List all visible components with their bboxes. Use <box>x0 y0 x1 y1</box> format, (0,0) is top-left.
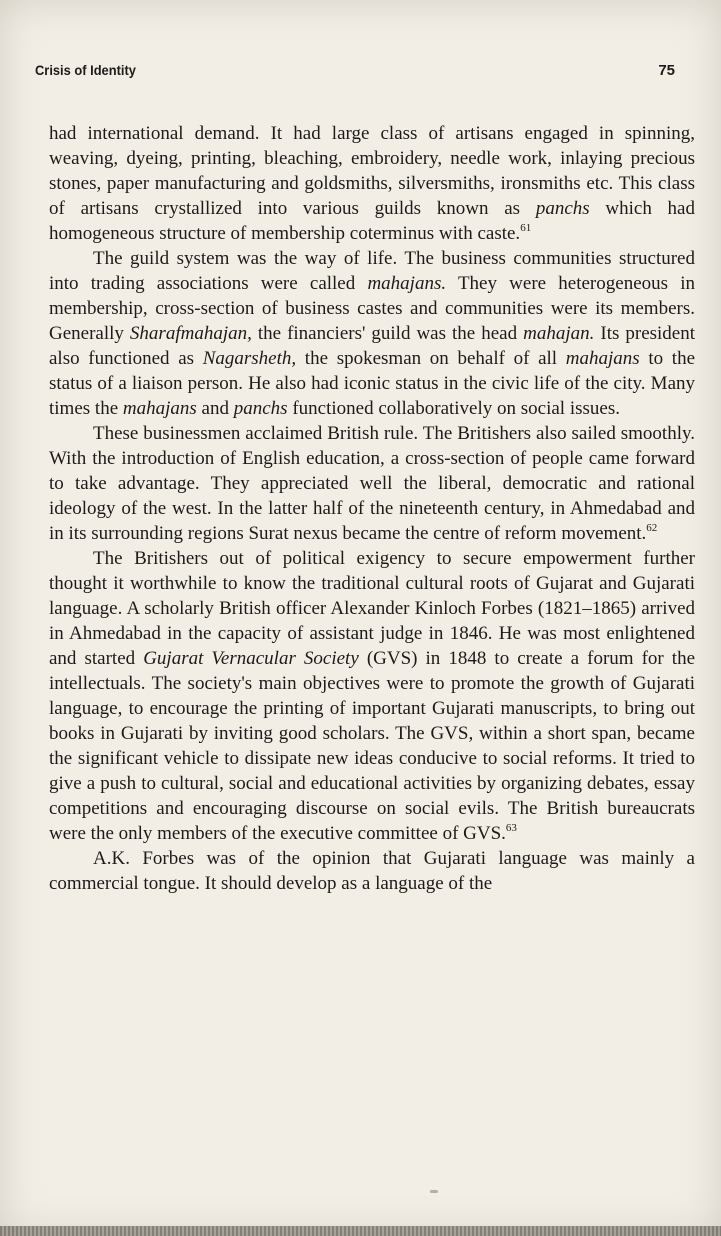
running-head <box>35 62 675 86</box>
text-run: These businessmen acclaimed British rule. The Britishers also sailed smoothly. With the introduction of English education, a cross-section of people came forward to take advantage. They appreciated well the liberal, democratic and rational ideology of the west. In the latter half of the nineteenth century, in Ahmedabad and in its surrounding regions Surat nexus became the centre of reform movement. <box>49 423 695 544</box>
text-run: A.K. Forbes was of the opinion that Gujarati language was mainly a commercial tongue. It should develop as a language of the <box>49 848 695 894</box>
italic-term: mahajans. <box>367 273 447 294</box>
paragraph <box>49 846 695 896</box>
italic-term: Gujarat Vernacular Society <box>143 648 359 669</box>
italic-term: panchs <box>535 198 590 219</box>
text-run: The Britishers out of political exigency to secure empowerment further thought it worthwhile to know the traditional cultural roots of Gujarat and Gujarati language. A scholarly British officer Alexander Kinloch Forbes (1821–1865) arrived in Ahmedabad in the capacity of assistant judge in 1846. He was most enlightened and started <box>49 548 695 669</box>
footnote-ref: 63 <box>505 822 517 834</box>
paragraph <box>49 246 695 421</box>
italic-term: panchs <box>233 398 288 419</box>
paragraph <box>49 546 695 846</box>
text-run: The guild system was the way of life. The business communities structured into trading associations were called <box>49 248 695 294</box>
body-text <box>49 121 695 896</box>
text-run: Its president also functioned as <box>49 323 696 369</box>
italic-term: mahajans <box>565 348 640 369</box>
italic-term: Nagarsheth, <box>202 348 297 369</box>
footnote-ref: 62 <box>646 522 658 534</box>
italic-term: mahajan. <box>523 323 595 344</box>
italic-term: mahajans <box>122 398 197 419</box>
text-run: which had homogeneous structure of membership coterminus with caste. <box>49 198 695 244</box>
running-head-title: Crisis of Identity <box>35 62 136 78</box>
paragraph <box>49 121 695 246</box>
page-number: 75 <box>658 62 675 79</box>
paragraph <box>49 421 695 546</box>
text-run: had international demand. It had large class of artisans engaged in spinning, weaving, dyeing, printing, bleaching, embroidery, needle work, inlaying precious stones, paper manufacturing and goldsmiths, silversmiths, ironsmiths etc. This class of artisans crystallized into various guilds known as <box>49 123 695 219</box>
text-run: (GVS) in 1848 to create a forum for the intellectuals. The society's main objectives were to promote the growth of Gujarati language, to encourage the printing of important Gujarati manuscripts, to bring out books in Gujarati by inviting good scholars. The GVS, within a short span, became the significant vehicle to dissipate new ideas conducive to social reforms. It tried to give a push to cultural, social and educational activities by organizing debates, essay competitions and encouraging discourse on social evils. The British bureaucrats were the only members of the executive committee of GVS. <box>49 648 696 844</box>
text-run: functioned collaboratively on social issues. <box>287 398 620 419</box>
text-run: the spokesman on behalf of all <box>296 348 566 369</box>
italic-term: Sharafmahajan, <box>129 323 252 344</box>
text-run: and <box>196 398 234 419</box>
ink-speck <box>430 1190 438 1193</box>
footnote-ref: 61 <box>520 222 532 234</box>
text-run: to the status of a liaison person. He also had iconic status in the civic life of the city. Many times the <box>49 348 696 419</box>
page-bottom-edge <box>0 1226 721 1236</box>
text-run: the financiers' guild was the head <box>251 323 524 344</box>
text-run: They were heterogeneous in membership, cross-section of business castes and communities were its members. Generally <box>49 273 695 344</box>
